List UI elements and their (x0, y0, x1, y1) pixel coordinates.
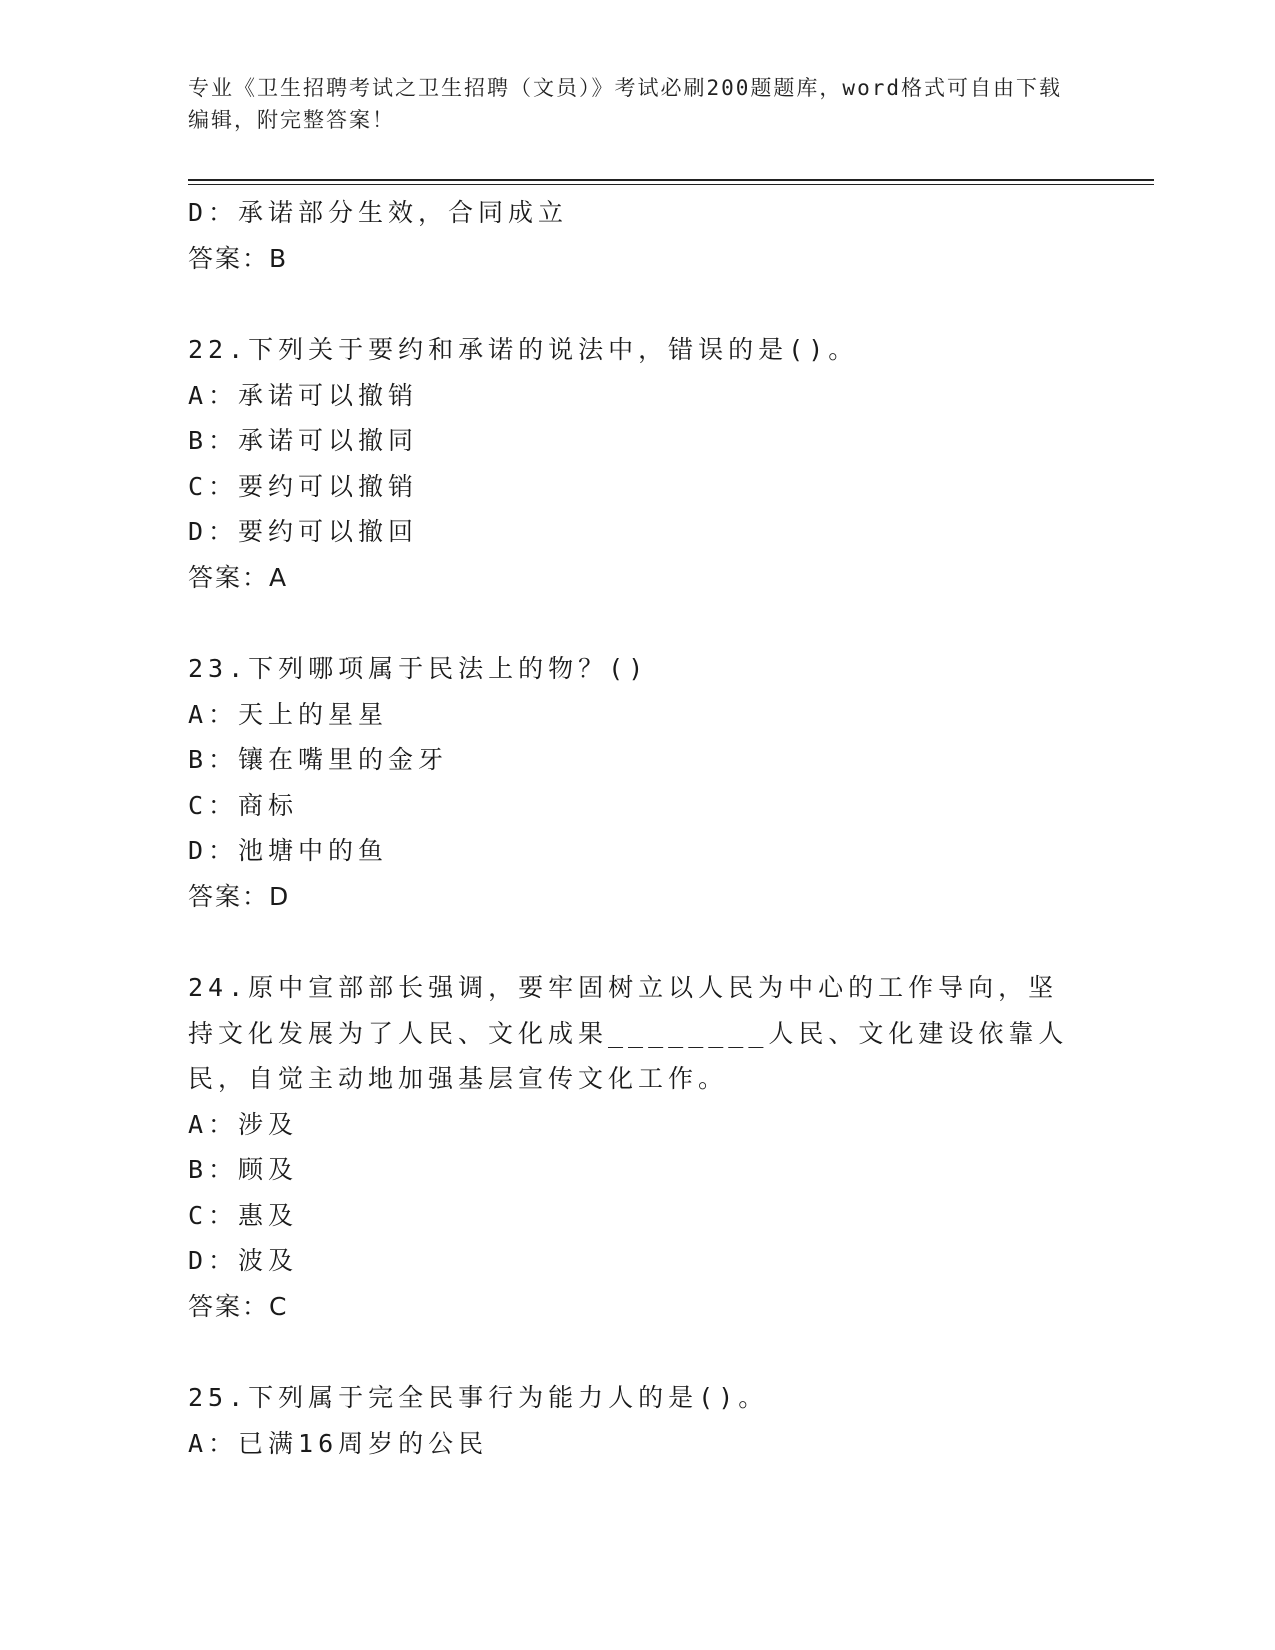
option-a: A：天上的星星 (188, 699, 389, 729)
option-d: D：承诺部分生效，合同成立 (188, 198, 569, 227)
header-divider-thin (188, 184, 1154, 185)
answer-line: 答案：D (188, 881, 291, 911)
question-text: 23.下列哪项属于民法上的物？() (188, 654, 649, 683)
question-block-23 (188, 646, 1088, 919)
option-a: A：承诺可以撤销 (188, 380, 419, 410)
option-c: C：惠及 (188, 1200, 299, 1230)
option-d: D：波及 (188, 1246, 299, 1275)
document-header: 专业《卫生招聘考试之卫生招聘（文员）》考试必刷200题题库，word格式可自由下载编辑，附完整答案！ (188, 76, 1062, 132)
question-block-24 (188, 965, 1088, 1329)
answer-line: 答案：B (188, 243, 289, 273)
question-text: 25.下列属于完全民事行为能力人的是()。 (188, 1383, 769, 1412)
option-b: B：顾及 (188, 1155, 299, 1184)
option-d: D：要约可以撤回 (188, 517, 419, 546)
option-d: D：池塘中的鱼 (188, 836, 389, 865)
question-text: 24.原中宣部部长强调，要牢固树立以人民为中心的工作导向，坚持文化发展为了人民、文化成果________人民、文化建设依靠人民，自觉主动地加强基层宣传文化工作。 (188, 973, 1069, 1093)
option-a: A：已满16周岁的公民 (188, 1428, 489, 1458)
option-b: B：承诺可以撤同 (188, 426, 419, 455)
option-b: B：镶在嘴里的金牙 (188, 745, 449, 774)
question-block-22 (188, 327, 1088, 600)
question-list (188, 190, 1088, 1466)
question-block-21-tail (188, 190, 1088, 281)
option-c: C：商标 (188, 790, 299, 820)
header-divider-thick (188, 179, 1154, 181)
option-a: A：涉及 (188, 1109, 299, 1139)
question-block-25 (188, 1375, 1088, 1466)
answer-line: 答案：A (188, 562, 289, 592)
answer-line: 答案：C (188, 1291, 289, 1321)
option-c: C：要约可以撤销 (188, 471, 419, 501)
question-text: 22.下列关于要约和承诺的说法中，错误的是()。 (188, 335, 859, 364)
